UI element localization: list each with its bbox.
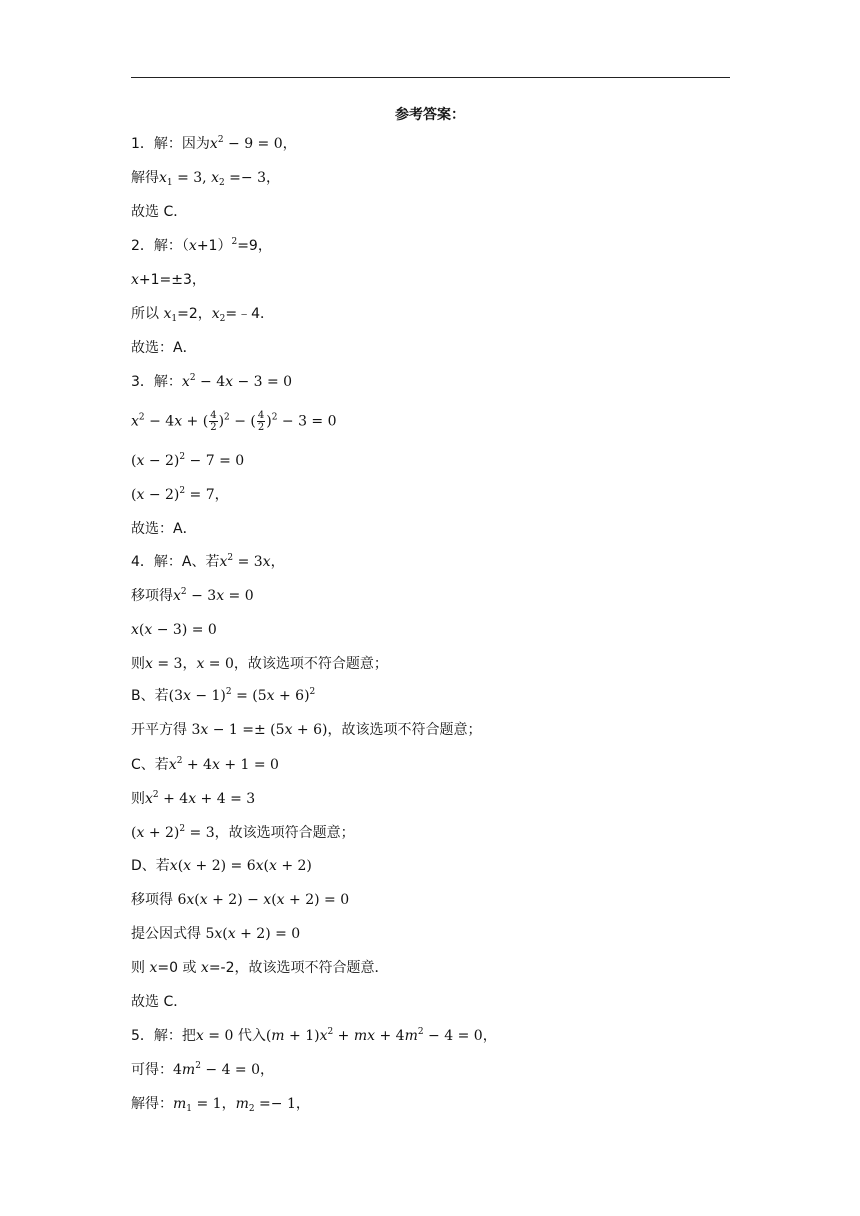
- answer-1-line-2: 解得$x_1 = 3$, $x_2 =- 3$，: [131, 170, 281, 188]
- answer-2-line-1: 2．解：$(x+1)^2=9$，: [131, 237, 272, 254]
- answer-4-option-b: B、若$(3x - 1)^2 = (5x + 6)^2$: [131, 687, 316, 704]
- answer-2-line-3: 所以 $x_1=2$，$x_2=﹣4$．: [131, 306, 275, 324]
- page-title: 参考答案：: [395, 107, 465, 123]
- answer-5-line-1: 5．解：把x = 0 代入$(m + 1)x^2$ + mx + $4m^2 - 4 = 0$，: [131, 1027, 497, 1044]
- answer-3-line-3: $(x - 2)^2 - 7 = 0$: [131, 452, 245, 469]
- answer-1-choice: 故选 C．: [131, 204, 188, 220]
- header-rule: [131, 77, 730, 78]
- answer-3-choice: 故选：A．: [131, 521, 197, 537]
- answer-4-line-2: 移项得$x^2 - 3x = 0$: [131, 587, 254, 604]
- answer-4-option-c-step-1: 则$x^2 + 4x + 4 = 3$: [131, 790, 256, 807]
- answer-1-line-1: 1．解：因为$x^2 - 9 = 0$，: [131, 135, 297, 152]
- answer-2-choice: 故选：A．: [131, 340, 197, 356]
- answer-2-line-2: x+1=±3，: [131, 272, 206, 288]
- answer-3-line-1: 3．解：$x^2 - 4x - 3 = 0$: [131, 373, 293, 390]
- answer-4-choice: 故选 C．: [131, 994, 188, 1010]
- answer-3-line-4: $(x - 2)^2 = 7$，: [131, 486, 229, 503]
- answer-4-option-d-step-1: 移项得 6x(x + 2) − x(x + 2) = 0: [131, 892, 350, 908]
- answer-3-line-2: $x^2 - 4x$ + ( $\frac{4}{2}$ )$^2$ − ( $\frac{4}{2}$ )$^2$ − 3 = 0: [131, 410, 337, 433]
- answer-4-option-c: C、若$x^2 + 4x + 1 = 0$: [131, 756, 279, 773]
- answer-5-line-2: 可得：$4m^2 - 4 = 0$，: [131, 1061, 275, 1078]
- fraction: $\frac{4}{2}$: [257, 410, 265, 433]
- fraction: $\frac{4}{2}$: [210, 410, 217, 433]
- answer-4-option-b-sqrt: 开平方得 3x − 1 =± (5x + 6)，故该选项不符合题意；: [131, 722, 482, 738]
- answer-4-line-4: 则x = 3，x = 0，故该选项不符合题意；: [131, 656, 388, 672]
- answer-4-option-d: D、若x(x + 2) = 6x(x + 2): [131, 858, 312, 874]
- answer-4-option-d-step-3: 则 x=0 或 x=-2，故该选项不符合题意．: [131, 960, 389, 976]
- answer-4-option-d-step-2: 提公因式得 5x(x + 2) = 0: [131, 926, 301, 942]
- answer-5-line-3: 解得：$m_1 = 1$，$m_2 =- 1$，: [131, 1096, 310, 1114]
- answer-4-line-3: x(x − 3) = 0: [131, 622, 217, 638]
- answer-4-option-c-step-2: $(x + 2)^2 = 3$，故该选项符合题意；: [131, 824, 355, 841]
- answer-4-line-1: 4．解：A、若$x^2 = 3x$，: [131, 553, 285, 570]
